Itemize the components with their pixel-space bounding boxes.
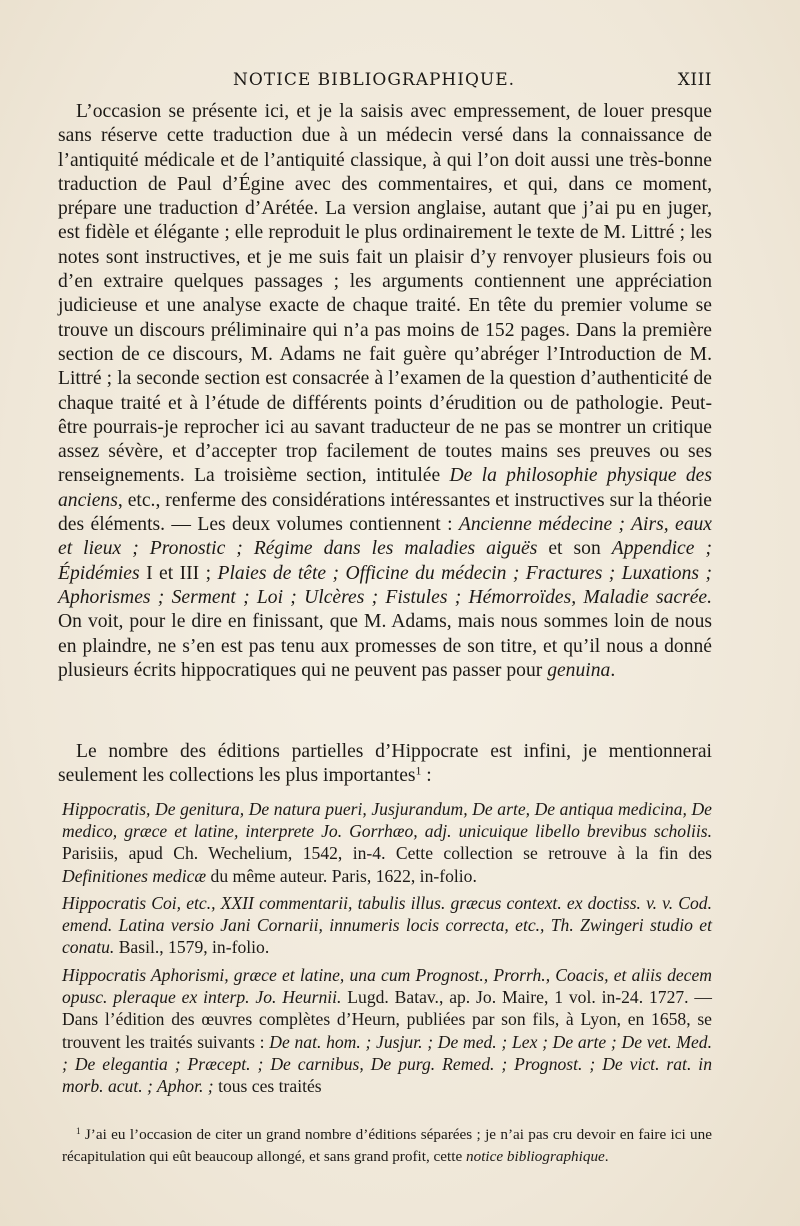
page-number: XIII bbox=[677, 70, 712, 90]
footnote-mark: 1 bbox=[76, 1125, 81, 1136]
paragraph-adams-review: L’occasion se présente ici, et je la saisis avec empressement, de louer presque sans réserve cette traduction due à un médecin versé dans la connaissance de l’antiquité médicale et de l’antiquité classique, à qui l’on doit aussi une très-bonne traduction de Paul d’Égine avec des commentaires, et qui, dans ce moment, prépare une traduction d’Arétée. La version anglaise, autant que j’ai pu en juger, est fidèle et élégante ; elle reproduit le plus ordinairement le texte de M. Littré ; les notes sont instructives, et je me suis fait un plaisir d’y renvoyer plusieurs fois ou d’en extraire quelques passages ; les arguments contiennent une appréciation judicieuse et une analyse exacte de chaque traité. En tête du premier volume se trouve un discours préliminaire qui n’a pas moins de 152 pages. Dans la première section de ce discours, M. Adams ne fait guère qu’abréger l’Introduction de M. Littré ; la seconde section est consacrée à l’examen de la question d’authenticité de chaque traité et à l’étude de différents points d’érudition ou de pathologie. Peut-être pourrais-je reprocher ici au savant traducteur de ne pas se montrer un critique assez sévère, et d’accepter trop facilement de toutes mains ses preuves ou ses renseignements. La troisième section, intitulée De la philosophie physique des anciens, etc., renferme des considérations intéressantes et instructives sur la théorie des éléments. — Les deux volumes contiennent : Ancienne médecine ; Airs, eaux et lieux ; Pronostic ; Régime dans les maladies aiguës et son Appendice ; Épidémies I et III ; Plaies de tête ; Officine du médecin ; Fractures ; Luxations ; Aphorismes ; Serment ; Loi ; Ulcères ; Fistules ; Hémorroïdes, Maladie sacrée. On voit, pour le dire en finissant, que M. Adams, mais nous sommes loin de nous en plaindre, ne s’en est pas tenu aux promesses de son titre, et qu’il nous a donné plusieurs écrits hippocratiques qui ne peuvent pas passer pour genuina. bbox=[58, 101, 713, 681]
footnote: $^1$ J’ai eu l’occasion de citer un grand nombre d’éditions séparées ; je n’ai pas cru devoir en faire ici une récapitulation qui eût beaucoup allongé, et sans grand profit, cette notice bibliographique. bbox=[62, 1125, 712, 1165]
bibliography-entry: Hippocratis, De genitura, De natura pueri, Jusjurandum, De arte, De antiqua medicina, De medico, græce et latine, interprete Jo. Gorrhæo, adj. unicuique libello brevibus scholiis. Parisiis, apud Ch. Wechelium, 1542, in-4. Cette collection se retrouve à la fin des Definitiones medicæ du même auteur. Paris, 1622, in-folio. bbox=[62, 799, 712, 886]
footnote-reference: 1 bbox=[415, 764, 422, 778]
bibliography-entry: Hippocratis Aphorismi, græce et latine, una cum Prognost., Prorrh., Coacis, et aliis decem opusc. pleraque ex interp. Jo. Heurnii. Lugd. Batav., ap. Jo. Maire, 1 vol. in-24. 1727. — Dans l’édition des œuvres complètes d’Heurn, publiées par son fils, à Lyon, en 1658, se trouvent les traités suivants : De nat. hom. ; Jusjur. ; De med. ; Lex ; De arte ; De vet. Med. ; De elegantia ; Præcept. ; De carnibus, De purg. Remed. ; Prognost. ; De vict. rat. in morb. acut. ; Aphor. ; tous ces traités bbox=[62, 965, 713, 1097]
page-header bbox=[58, 70, 712, 94]
bibliography-entry: Hippocratis Coi, etc., XXII commentarii, tabulis illus. græcus context. ex doctiss. v. v. Cod. emend. Latina versio Jani Cornarii, innumeris locis correcta, etc., Th. Zwingeri studio et conatu. Basil., 1579, in-folio. bbox=[62, 893, 712, 958]
paragraph-partial-editions: Le nombre des éditions partielles d’Hippocrate est infini, je mentionnerai seulement les collections les plus importantes$^1$ : bbox=[58, 741, 712, 787]
running-title: NOTICE BIBLIOGRAPHIQUE. bbox=[233, 70, 516, 90]
